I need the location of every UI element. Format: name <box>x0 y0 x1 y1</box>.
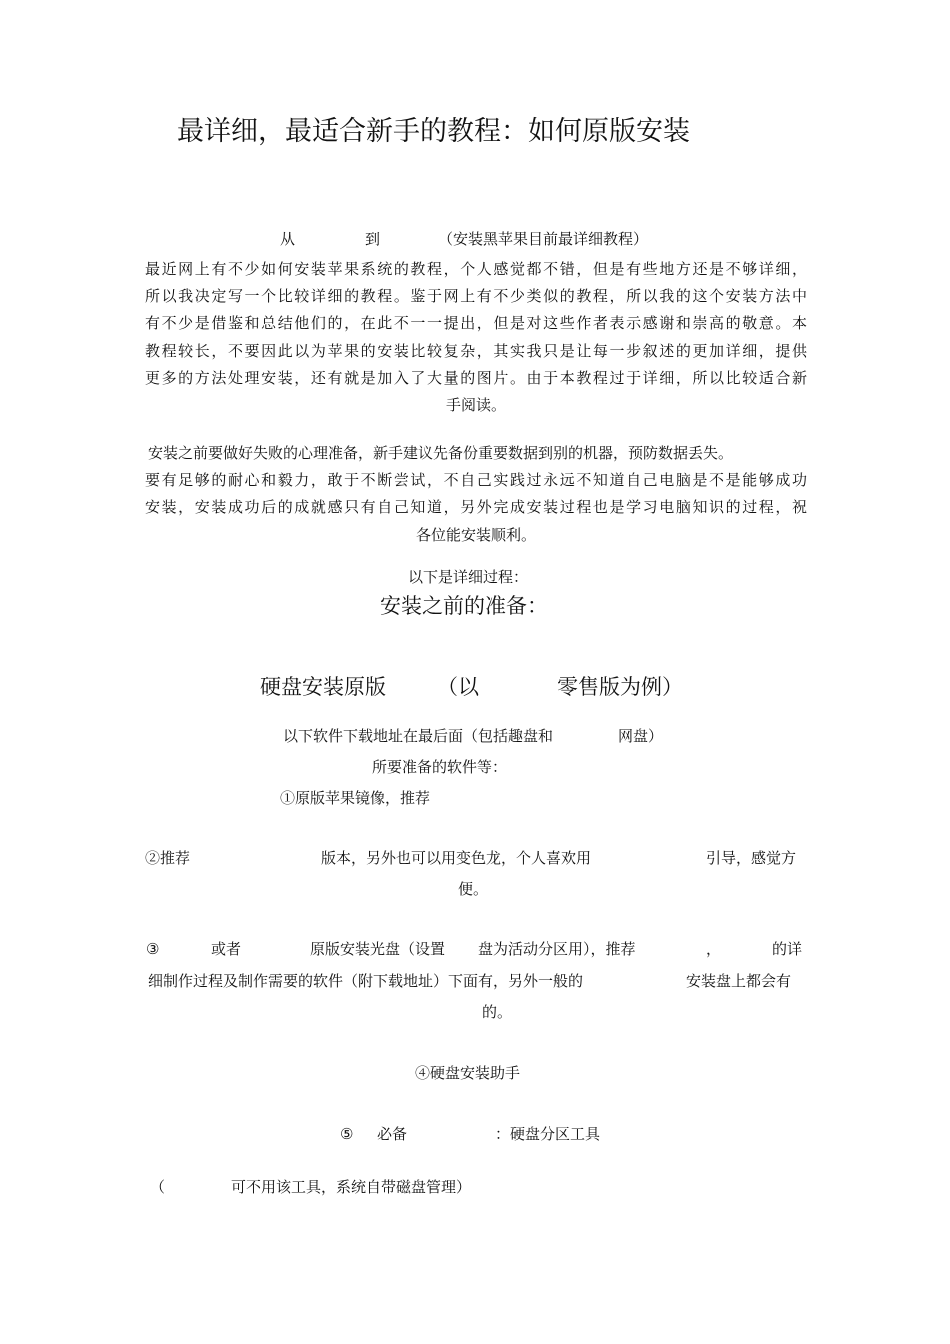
subtitle-note: （安装黑苹果目前最详细教程） <box>438 230 649 248</box>
prep-line: 各位能安装顺利。 <box>415 525 536 544</box>
list-item-2-c: 引导，感觉方 <box>706 849 797 867</box>
intro-paragraph <box>145 256 807 419</box>
subtitle-from: 从 <box>280 230 296 248</box>
list-item-6-b: 可不用该工具，系统自带磁盘管理） <box>231 1178 472 1196</box>
prep-line: 要有足够的耐心和毅力，敢于不断尝试，不自己实践过永远不知道自己电脑是不是能够成功 <box>145 471 807 490</box>
list-item-5-c: ：硬盘分区工具 <box>495 1125 601 1143</box>
prep-line: 安装，安装成功后的成就感只有自己知道，另外完成安装过程也是学习电脑知识的过程，祝 <box>145 498 807 517</box>
prep-paragraph <box>145 440 807 549</box>
intro-line: 有不少是借鉴和总结他们的，在此不一一提出，但是对这些作者表示感谢和崇高的敬意。本 <box>145 314 807 333</box>
intro-line: 最近网上有不少如何安装苹果系统的教程，个人感觉都不错，但是有些地方还是不够详细， <box>145 260 807 278</box>
list-item-3-i: 的。 <box>482 1003 513 1021</box>
list-item-1: ①原版苹果镜像，推荐 <box>280 789 431 807</box>
section-heading-hdd-mid: （以 <box>437 675 479 699</box>
list-item-3-c: 原版安装光盘（设置 <box>310 940 446 958</box>
list-item-3-h: 安装盘上都会有 <box>686 972 792 990</box>
intro-line: 所以我决定写一个比较详细的教程。鉴于网上有不少类似的教程，所以我的这个安装方法中 <box>145 287 807 306</box>
list-item-3-f: 的详 <box>772 940 803 958</box>
list-item-3-d: 盘为活动分区用），推荐 <box>478 940 636 958</box>
intro-line: 手阅读。 <box>445 395 506 414</box>
intro-line: 更多的方法处理安装，还有就是加入了大量的图片。由于本教程过于详细，所以比较适合新 <box>145 368 807 387</box>
list-item-3-a: ③ <box>146 940 160 958</box>
subtitle-to: 到 <box>365 230 381 248</box>
download-note-left: 以下软件下载地址在最后面（包括趣盘和 <box>283 727 554 745</box>
section-heading-hdd-right: 零售版为例） <box>557 675 683 699</box>
intro-line: 教程较长，不要因此以为苹果的安装比较复杂，其实我只是让每一步叙述的更加详细，提供 <box>145 341 807 360</box>
section-heading-before: 安装之前的准备： <box>380 594 548 618</box>
list-item-3-g: 细制作过程及制作需要的软件（附下载地址）下面有，另外一般的 <box>148 972 584 990</box>
list-item-3-b: 或者 <box>211 940 242 958</box>
page-title: 最详细，最适合新手的教程：如何原版安装 <box>177 116 690 147</box>
section-heading-hdd-left: 硬盘安装原版 <box>260 675 386 699</box>
software-needed: 所要准备的软件等： <box>372 758 508 776</box>
list-item-2-b: 版本，另外也可以用变色龙，个人喜欢用 <box>321 849 592 867</box>
prep-line: 安装之前要做好失败的心理准备，新手建议先备份重要数据到别的机器，预防数据丢失。 <box>148 444 734 462</box>
list-item-3-e: ， <box>706 940 722 958</box>
list-item-4: ④硬盘安装助手 <box>415 1064 521 1082</box>
list-item-2-a: ②推荐 <box>145 849 191 867</box>
list-item-5-a: ⑤ <box>340 1125 354 1143</box>
list-item-5-b: 必备 <box>377 1125 408 1143</box>
list-item-2-d: 便。 <box>458 880 489 898</box>
download-note-right: 网盘） <box>618 727 664 745</box>
list-item-6-a: （ <box>150 1178 166 1196</box>
detail-intro: 以下是详细过程： <box>408 568 529 586</box>
